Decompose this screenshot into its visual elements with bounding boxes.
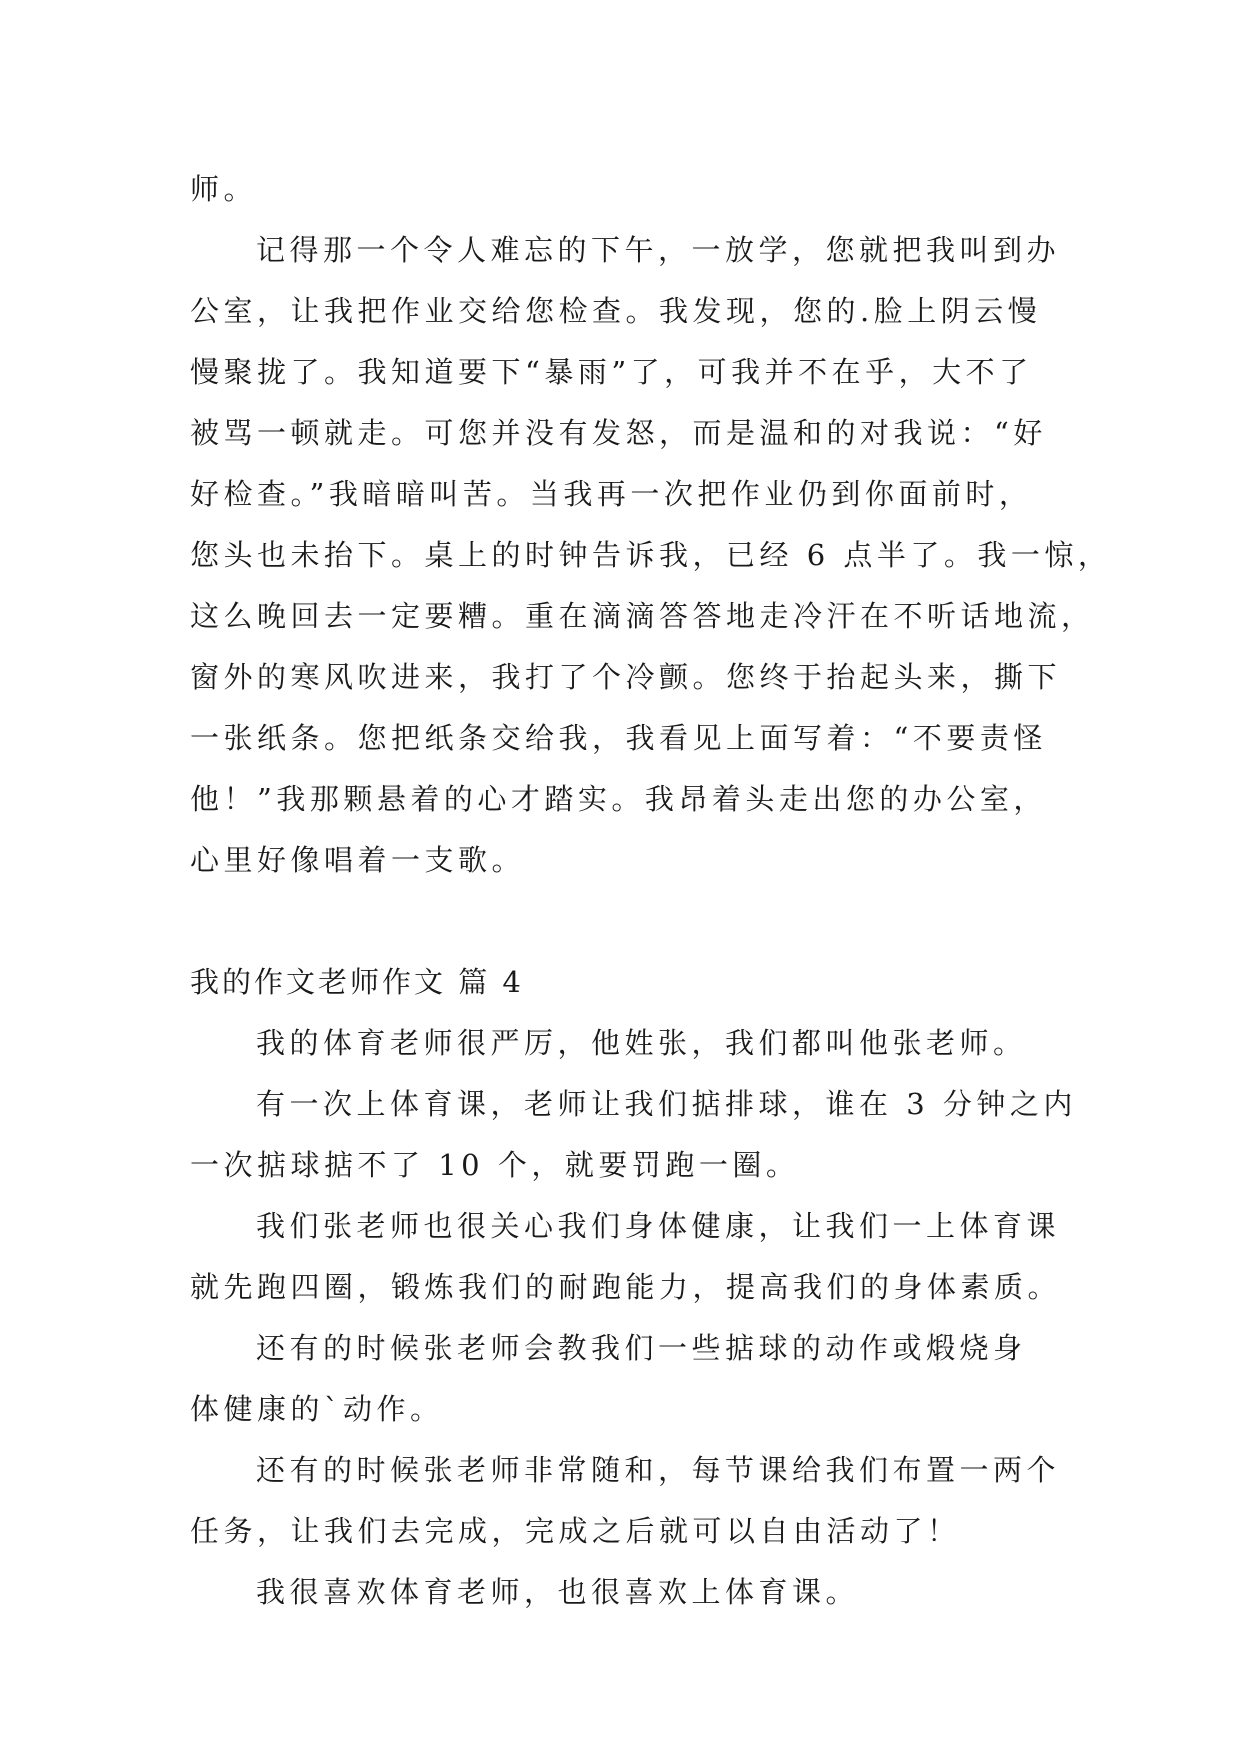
text-line: 被骂一顿就走。可您并没有发怒，而是温和的对我说：“好: [190, 416, 1047, 450]
paragraph-start-line: 我们张老师也很关心我们身体健康，让我们一上体育课: [256, 1209, 1061, 1243]
section-gap: [190, 891, 1054, 952]
text-line: 他！”我那颗悬着的心才踏实。我昂着头走出您的办公室，: [190, 782, 1047, 816]
text-line: 慢聚拢了。我知道要下“暴雨”了，可我并不在乎，大不了: [190, 355, 1033, 389]
text-line: 心里好像唱着一支歌。: [190, 843, 526, 877]
text-line: 体健康的`动作。: [190, 1392, 444, 1426]
text-line: 师。: [190, 172, 258, 206]
text-line: 好检查。”我暗暗叫苦。当我再一次把作业仍到你面前时，: [190, 477, 1033, 511]
paragraph-start-line: 有一次上体育课，老师让我们掂排球，谁在 3 分钟之内: [256, 1087, 1077, 1121]
paragraph-start-line: 记得那一个令人难忘的下午，一放学，您就把我叫到办: [256, 233, 1061, 267]
text-line: 这么晚回去一定要糟。重在滴滴答答地走冷汗在不听话地流，: [190, 599, 1095, 633]
text-line: 您头也未抬下。桌上的时钟告诉我，已经 6 点半了。我一惊，: [190, 538, 1112, 572]
paragraph-start-line: 我的体育老师很严厉，他姓张，我们都叫他张老师。: [256, 1026, 1027, 1060]
paragraph-start-line: 还有的时候张老师会教我们一些掂球的动作或煅烧身: [256, 1331, 1027, 1365]
section-heading: 我的作文老师作文 篇 4: [190, 965, 524, 999]
text-line: 一张纸条。您把纸条交给我，我看见上面写着：“不要责怪: [190, 721, 1047, 755]
paragraph-start-line: 还有的时候张老师非常随和，每节课给我们布置一两个: [256, 1453, 1061, 1487]
paragraph-start-line: 我很喜欢体育老师，也很喜欢上体育课。: [256, 1575, 860, 1609]
text-line: 就先跑四圈，锻炼我们的耐跑能力，提高我们的身体素质。: [190, 1270, 1062, 1304]
document-page: [190, 159, 1112, 1623]
text-line: 任务，让我们去完成，完成之后就可以自由活动了！: [190, 1514, 961, 1548]
text-line: 窗外的寒风吹进来，我打了个冷颤。您终于抬起头来，撕下: [190, 660, 1062, 694]
text-line: 一次掂球掂不了 10 个，就要罚跑一圈。: [190, 1148, 800, 1182]
text-line: 公室，让我把作业交给您检查。我发现，您的.脸上阴云慢: [190, 294, 1042, 328]
